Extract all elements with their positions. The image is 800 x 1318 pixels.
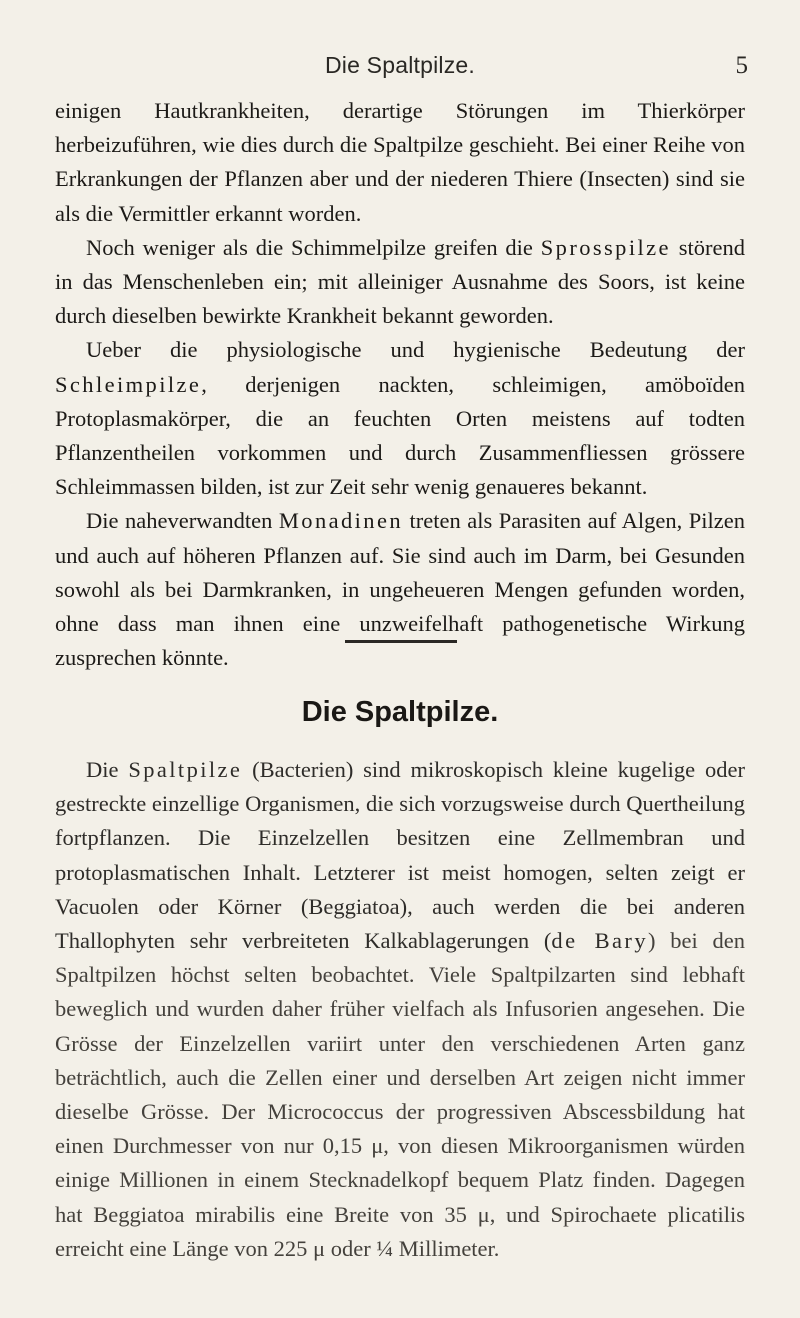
- paragraph-2: [55, 231, 745, 334]
- paragraph-3-pre: Ueber die physiologische und hygienische Bedeutung der: [86, 337, 745, 363]
- paragraph-2-pre: Noch weniger als die Schimmelpilze greifen die: [86, 234, 541, 260]
- section-heading: Die Spaltpilze.: [301, 696, 499, 728]
- running-title: Die Spaltpilze.: [324, 52, 476, 78]
- paragraph-1-text: einigen Hautkrankheiten, derartige Störungen im Thierkörper herbeizuführen, wie dies durch die Spaltpilze geschieht. Bei einer Reihe von Erkrankungen der Pflanzen aber und der niederen Thiere (Insecten) sind sie als die Vermittler erkannt worden.: [55, 98, 745, 226]
- paragraph-3-post: , derjenigen nackten, schleimigen, amöboïden Protoplasmakörper, die an feuchten Orten meistens auf todten Pflanzentheilen vorkommen und durch Zusammenfliessen grössere Schleimmassen bilden, ist zur Zeit sehr wenig genaueres bekannt.: [55, 371, 745, 500]
- paragraph-2-post: störend in das Menschenleben ein; mit alleiniger Ausnahme des Soors, ist keine durch dieselben bewirkte Krankheit bekannt geworden.: [55, 234, 745, 329]
- paragraph-4: [55, 504, 745, 675]
- paragraph-5-pre: Die: [86, 757, 129, 782]
- paragraph-5: [55, 753, 745, 1266]
- paragraph-4-post: treten als Parasiten auf Algen, Pilzen und auch auf höheren Pflanzen auf. Sie sind auch im Darm, bei Gesunden sowohl als bei Darmkranken, in ungeheueren Mengen gefunden worden, ohne dass man ihnen eine unzweifelhaft pathogenetische Wirkung zusprechen könnte.: [55, 508, 745, 671]
- paragraph-5-part-2: ) bei den Spaltpilzen höchst selten beobachtet. Viele Spaltpilzarten sind lebhaft beweglich und wurden daher früher vielfach als Infusorien angesehen. Die Grösse der Einzelzellen variirt unter den verschiedenen Arten ganz beträchtlich, auch die Zellen einer und derselben Art zeigen nicht immer dieselbe Grösse. Der Micrococcus der progressiven Abscessbildung hat einen Durchmesser von nur 0,15 μ, von diesen Mikroorganismen würden einige Millionen in einem Stecknadelkopf bequem Platz finden. Dagegen hat Beggiatoa mirabilis eine Breite von 35 μ, und Spirochaete plicatilis erreicht eine Länge von 225 μ oder ¼ Millimeter.: [55, 928, 746, 1261]
- term-spaltpilze: Spaltpilze: [128, 757, 243, 782]
- author-de-bary: de Bary: [551, 928, 648, 954]
- running-header: [0, 52, 800, 82]
- term-sprosspilze: Sprosspilze: [540, 234, 671, 260]
- paragraph-4-pre: Die naheverwandten: [86, 508, 279, 534]
- section-divider: [345, 640, 457, 643]
- top-text-block: [55, 94, 745, 675]
- paragraph-1: [55, 94, 745, 231]
- paragraph-5-part-1: (Bacterien) sind mikroskopisch kleine kugelige oder gestreckte einzellige Organismen, die sich vorzugsweise durch Quertheilung fortpflanzen. Die Einzelzellen besitzen eine Zellmembran und protoplasmatischen Inhalt. Letzterer ist meist homogen, selten zeigt er Vacuolen oder Körner (Beggiatoa), auch werden die bei anderen Thallophyten sehr verbreiteten Kalkablagerungen (: [55, 757, 745, 954]
- term-monadinen: Monadinen: [278, 508, 403, 534]
- paragraph-3: [55, 333, 745, 504]
- bottom-text-block: [55, 753, 745, 1266]
- page-number: 5: [735, 52, 748, 79]
- term-schleimpilze: Schleimpilze: [55, 371, 202, 397]
